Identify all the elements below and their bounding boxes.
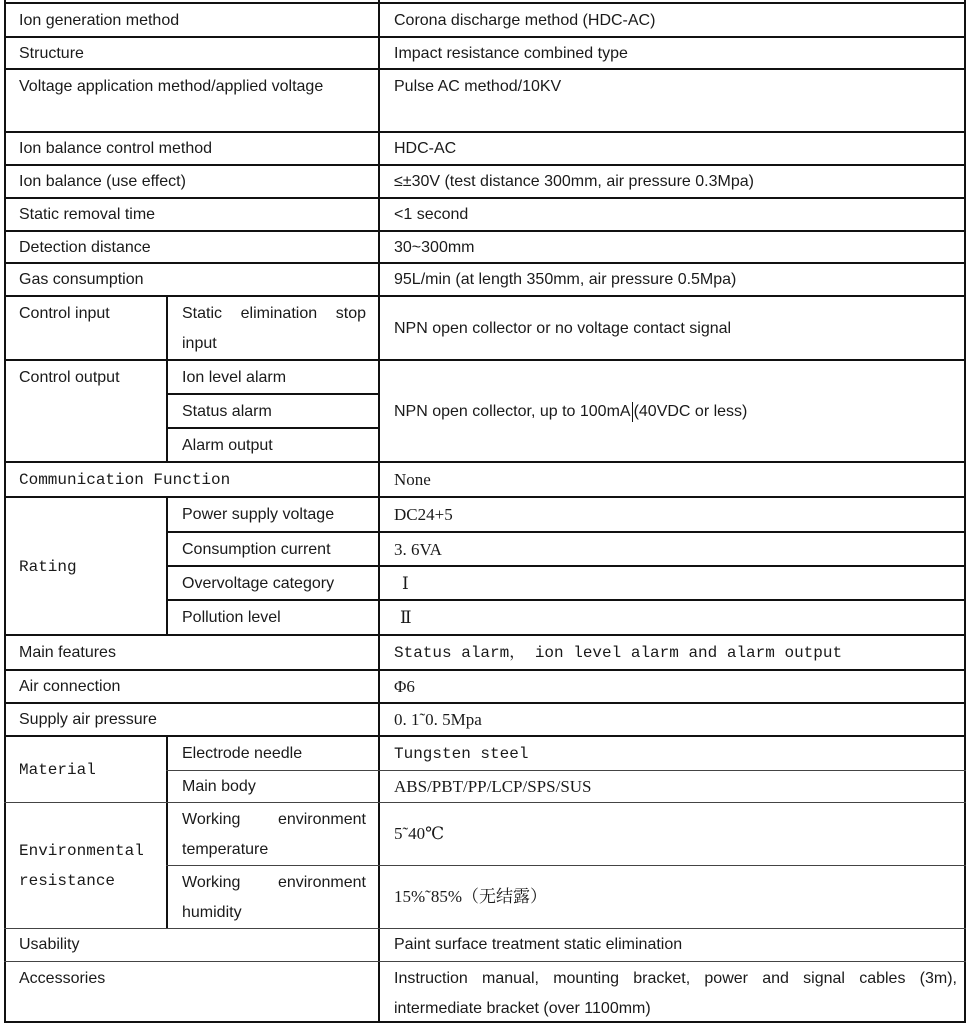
sublabel-status-alarm: Status alarm xyxy=(182,402,272,420)
value-pollution-level: Ⅱ xyxy=(400,608,412,627)
label-ion-generation-method: Ion generation method xyxy=(19,11,180,29)
label-rating: Rating xyxy=(19,557,77,576)
sublabel-consumption-current: Consumption current xyxy=(182,540,331,558)
row-line xyxy=(4,634,966,636)
value-static-removal-time: <1 second xyxy=(394,206,469,223)
row-line xyxy=(4,1021,966,1023)
sublabel-overvoltage-category: Overvoltage category xyxy=(182,574,335,592)
row-line-sub xyxy=(166,865,966,866)
row-line-sub xyxy=(166,565,966,567)
value-supply-air-pressure: 0. 1˜0. 5Mpa xyxy=(394,710,482,729)
row-line-sub xyxy=(166,393,380,395)
label-usability: Usability xyxy=(19,936,80,953)
column-divider-value xyxy=(378,0,380,1023)
label-supply-air-pressure: Supply air pressure xyxy=(19,711,157,728)
row-line xyxy=(4,802,966,803)
value-ion-balance: ≤±30V (test distance 300mm, air pressure 0.3Mpa) xyxy=(394,173,754,190)
sublabel-pollution-level: Pollution level xyxy=(182,609,281,626)
sublabel-electrode-needle: Electrode needle xyxy=(182,744,303,762)
value-overvoltage-category: Ⅰ xyxy=(402,573,409,593)
label-ion-balance-control: Ion balance control method xyxy=(19,140,213,157)
value-voltage-application: Pulse AC method/10KV xyxy=(394,78,562,95)
row-line xyxy=(4,295,966,297)
value-working-environment-humidity: 15%˜85%（无结露） xyxy=(394,887,547,906)
value-air-connection: Φ6 xyxy=(394,677,415,696)
label-communication-function: Communication Function xyxy=(19,471,231,489)
label-environmental-resistance: Environmental resistance xyxy=(19,841,144,890)
label-static-removal-time: Static removal time xyxy=(19,206,156,223)
value-gas-consumption: 95L/min (at length 350mm, air pressure 0.5Mpa) xyxy=(394,271,737,288)
label-detection-distance: Detection distance xyxy=(19,238,151,256)
row-line-sub xyxy=(166,427,380,429)
column-divider-sub-1 xyxy=(166,296,168,463)
label-accessories: Accessories xyxy=(19,970,106,987)
value-control-output xyxy=(380,361,965,462)
row-line-sub xyxy=(166,599,966,601)
row-line xyxy=(4,262,966,264)
sublabel-working-environment-temperature: Working environment temperature xyxy=(182,811,366,858)
label-air-connection: Air connection xyxy=(19,678,121,695)
sublabel-ion-level-alarm: Ion level alarm xyxy=(182,368,287,386)
value-working-environment-temperature: 5˜40℃ xyxy=(394,824,445,843)
sublabel-alarm-output: Alarm output xyxy=(182,436,273,454)
row-line xyxy=(4,2,966,4)
row-line xyxy=(4,735,966,737)
row-line xyxy=(4,359,966,361)
label-gas-consumption: Gas consumption xyxy=(19,271,144,288)
value-control-output-text-1: NPN open collector, up to 100mA xyxy=(394,402,631,420)
row-line xyxy=(4,164,966,166)
row-line xyxy=(4,131,966,133)
value-accessories: Instruction manual, mounting bracket, power and signal cables (3m), intermediate bracket (over 1100mm) xyxy=(394,970,957,1017)
value-electrode-needle: Tungsten steel xyxy=(394,744,529,763)
label-control-input: Control input xyxy=(19,305,110,322)
value-structure: Impact resistance combined type xyxy=(394,44,628,62)
label-voltage-application: Voltage application method/applied voltage xyxy=(19,78,324,95)
value-main-features: Status alarm， ion level alarm and alarm output xyxy=(394,644,843,662)
value-power-supply-voltage: DC24+5 xyxy=(394,505,453,524)
value-usability: Paint surface treatment static elimination xyxy=(394,936,683,953)
label-ion-balance: Ion balance (use effect) xyxy=(19,173,186,190)
column-divider-sub-3 xyxy=(166,736,168,928)
sublabel-working-environment-humidity: Working environment humidity xyxy=(182,874,366,921)
value-communication-function: None xyxy=(394,470,431,489)
label-main-features: Main features xyxy=(19,644,116,661)
row-line xyxy=(4,461,966,463)
row-line-sub xyxy=(166,531,966,533)
table-border-left xyxy=(4,0,6,1023)
row-line xyxy=(4,230,966,232)
value-detection-distance: 30~300mm xyxy=(394,238,475,256)
value-main-body: ABS/PBT/PP/LCP/SPS/SUS xyxy=(394,776,592,796)
label-material: Material xyxy=(19,760,96,779)
value-ion-generation-method: Corona discharge method (HDC-AC) xyxy=(394,11,656,29)
sublabel-static-elimination-stop-input: Static elimination stop input xyxy=(182,305,366,352)
row-line xyxy=(4,669,966,671)
sublabel-main-body: Main body xyxy=(182,777,256,795)
row-line xyxy=(4,961,966,962)
row-line xyxy=(4,68,966,70)
value-ion-balance-control: HDC-AC xyxy=(394,140,457,157)
label-control-output: Control output xyxy=(19,369,120,386)
row-line xyxy=(4,702,966,704)
value-control-output-text-2: (40VDC or less) xyxy=(633,402,748,420)
table-border-right xyxy=(964,0,966,1023)
sublabel-power-supply-voltage: Power supply voltage xyxy=(182,506,335,523)
value-consumption-current: 3. 6VA xyxy=(394,539,442,559)
row-line-sub xyxy=(166,770,966,771)
row-line xyxy=(4,36,966,38)
value-control-input: NPN open collector or no voltage contact signal xyxy=(394,319,732,337)
row-line xyxy=(4,496,966,498)
row-line xyxy=(4,928,966,929)
label-structure: Structure xyxy=(19,44,84,62)
row-line xyxy=(4,197,966,199)
text-cursor xyxy=(632,402,633,422)
